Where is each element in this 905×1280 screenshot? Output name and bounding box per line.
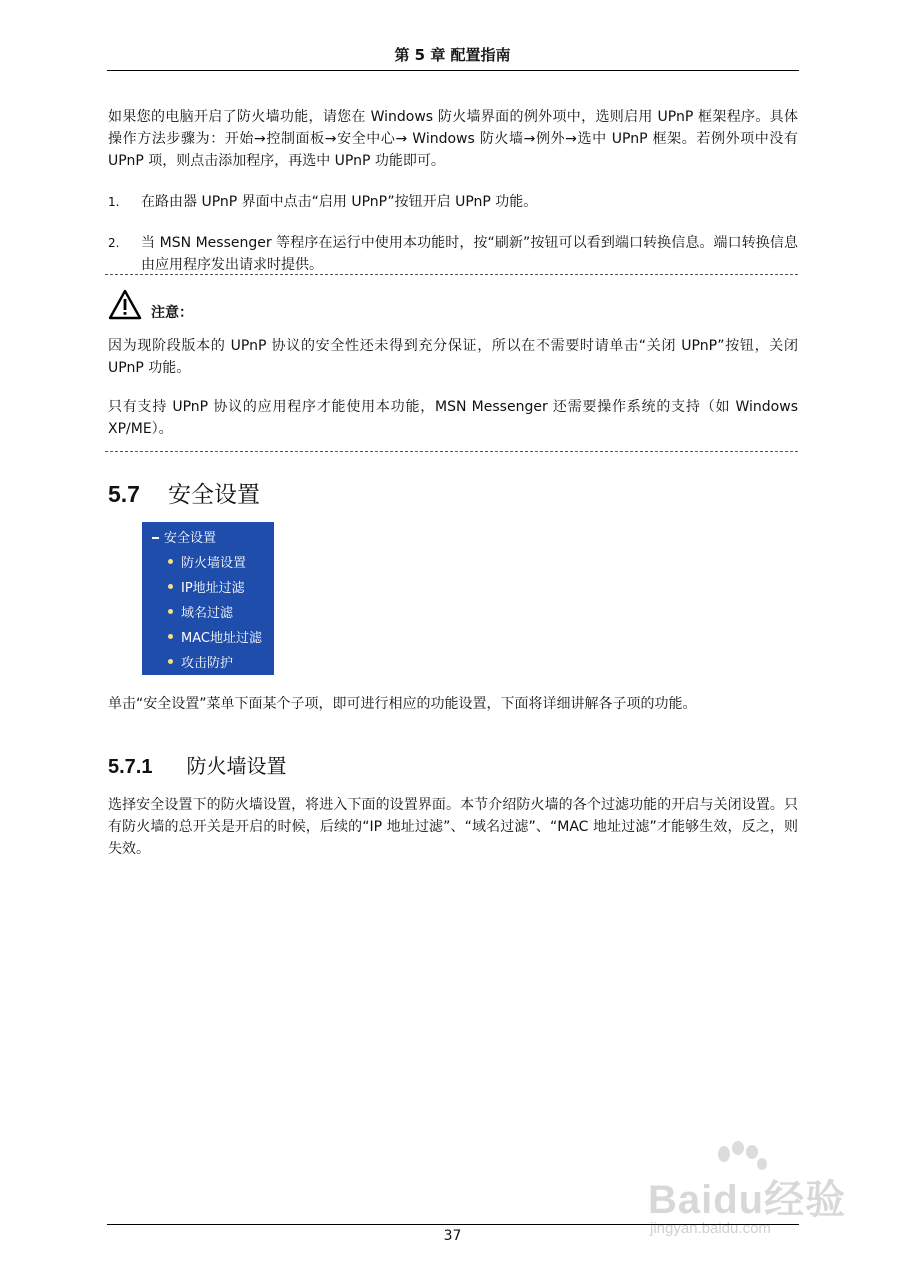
- bullet-icon: [168, 584, 173, 589]
- menu-item-label: MAC地址过滤: [181, 631, 262, 646]
- bullet-icon: [168, 559, 173, 564]
- menu-item-domain-filter[interactable]: [168, 602, 233, 621]
- subsection-description: 选择安全设置下的防火墙设置，将进入下面的设置界面。本节介绍防火墙的各个过滤功能的开启与关闭设置。只有防火墙的总开关是开启的时候，后续的“IP 地址过滤”、“域名过滤”、“MAC 地址过滤”才能够生效，反之，则失效。: [108, 797, 798, 857]
- section-description: 单击“安全设置”菜单下面某个子项，即可进行相应的功能设置，下面将详细讲解各子项的功能。: [108, 696, 697, 712]
- page-number: 37: [443, 1228, 462, 1244]
- menu-security-settings[interactable]: [152, 527, 216, 546]
- menu-item-label: 防火墙设置: [181, 556, 247, 571]
- note-label: 注意：: [151, 305, 193, 321]
- note-top-divider: [105, 274, 798, 275]
- step-text: 当 MSN Messenger 等程序在运行中使用本功能时，按“刷新”按钮可以看到端口转换信息。端口转换信息由应用程序发出请求时提供。: [141, 235, 798, 273]
- menu-item-ip-filter[interactable]: [168, 577, 245, 596]
- watermark-url: jingyan.baidu.com: [650, 1220, 771, 1237]
- subsection-number: 5.7.1: [108, 756, 153, 778]
- menu-top-label: 安全设置: [164, 531, 217, 546]
- note-bottom-divider: [105, 451, 798, 452]
- step-number: 1.: [108, 195, 120, 209]
- section-heading: [108, 476, 260, 509]
- menu-item-attack-defense[interactable]: [168, 652, 233, 671]
- bullet-icon: [168, 609, 173, 614]
- intro-paragraph: 如果您的电脑开启了防火墙功能，请您在 Windows 防火墙界面的例外项中，选则启用 UPnP 框架程序。具体操作方法步骤为：开始→控制面板→安全中心→ Windows 防火墙→例外→选中 UPnP 框架。若例外项中没有 UPnP 项，则点击添加程序，再选中 UPnP 功能即可。: [108, 109, 798, 169]
- step-number: 2.: [108, 236, 120, 250]
- subsection-title: 防火墙设置: [186, 754, 287, 778]
- security-menu: [142, 522, 274, 675]
- warning-triangle-icon: [108, 289, 142, 321]
- section-number: 5.7: [108, 481, 140, 507]
- menu-item-label: IP地址过滤: [181, 581, 245, 596]
- header-rule: [107, 70, 799, 71]
- menu-item-label: 攻击防护: [181, 656, 234, 671]
- step-text: 在路由器 UPnP 界面中点击“启用 UPnP”按钮开启 UPnP 功能。: [141, 194, 538, 210]
- note-paragraph-2: 只有支持 UPnP 协议的应用程序才能使用本功能，MSN Messenger 还需要操作系统的支持（如 Windows XP/ME）。: [108, 399, 798, 437]
- note-paragraph-1: 因为现阶段版本的 UPnP 协议的安全性还未得到充分保证，所以在不需要时请单击“关闭 UPnP”按钮，关闭 UPnP 功能。: [108, 338, 798, 376]
- step-1: [108, 191, 798, 213]
- bullet-icon: [168, 659, 173, 664]
- page-header-title: 第 5 章 配置指南: [394, 46, 511, 64]
- menu-item-mac-filter[interactable]: [168, 627, 262, 646]
- section-title: 安全设置: [167, 482, 260, 508]
- watermark-brand: Baidu经验: [648, 1178, 847, 1222]
- footer-rule: [107, 1224, 799, 1225]
- step-2: [108, 232, 798, 276]
- subsection-heading: [108, 750, 286, 779]
- bullet-icon: [168, 634, 173, 639]
- collapse-minus-icon: [152, 537, 159, 539]
- menu-item-firewall[interactable]: [168, 552, 246, 571]
- menu-item-label: 域名过滤: [181, 606, 234, 621]
